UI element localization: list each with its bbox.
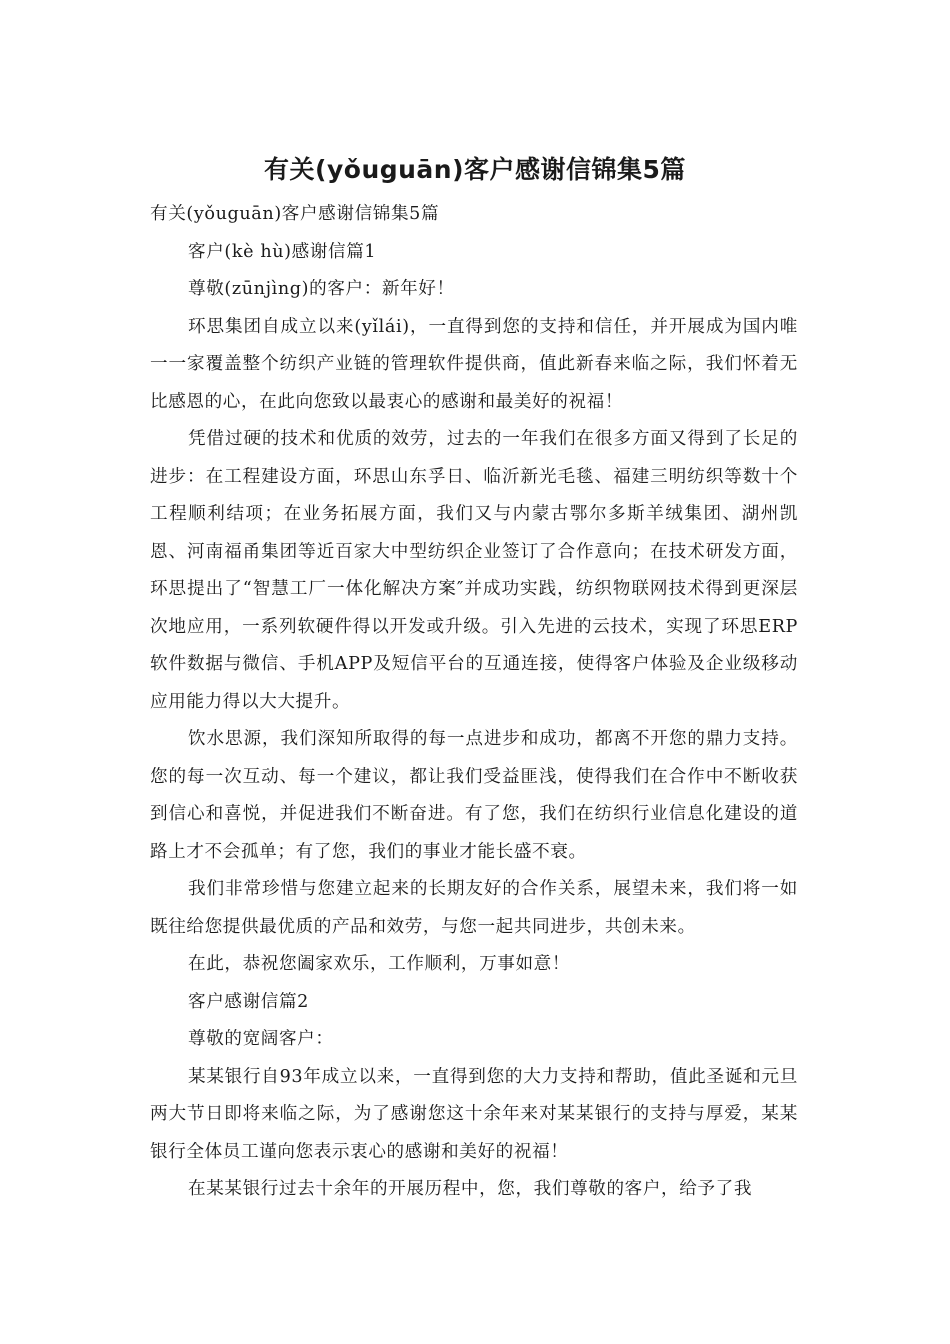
salutation: 尊敬(zūnjìng)的客户：新年好！ (188, 279, 455, 299)
paragraph: 环思集团自成立以来(yǐlái)，一直得到您的支持和信任，并开展成为国内唯一一家覆盖整个纺织产业链的管理软件提供商，值此新春来临之际，我们怀着无比感恩的心，在此向您致以最衷心的感谢和最美好的祝福！ (150, 316, 798, 412)
document-body (150, 196, 798, 1209)
salutation: 尊敬的宽阔客户： (188, 1029, 334, 1049)
closing-line: 在此，恭祝您阖家欢乐，工作顺利，万事如意！ (188, 954, 571, 974)
paragraph: 凭借过硬的技术和优质的效劳，过去的一年我们在很多方面又得到了长足的进步：在工程建设方面，环思山东孚日、临沂新光毛毯、福建三明纺织等数十个工程顺利结项；在业务拓展方面，我们又与内蒙古鄂尔多斯羊绒集团、湖州凯恩、河南福甬集团等近百家大中型纺织企业签订了合作意向；在技术研发方面，环思提出了“智慧工厂一体化解决方案″并成功实践，纺织物联网技术得到更深层次地应用，一系列软硬件得以开发或升级。引入先进的云技术，实现了环思ERP软件数据与微信、手机APP及短信平台的互通连接，使得客户体验及企业级移动应用能力得以大大提升。 (150, 429, 798, 712)
section-heading: 客户(kè hù)感谢信篇1 (188, 241, 377, 262)
subtitle-line: 有关(yǒuguān)客户感谢信锦集5篇 (150, 204, 440, 224)
paragraph: 饮水思源，我们深知所取得的每一点进步和成功，都离不开您的鼎力支持。您的每一次互动、每一个建议，都让我们受益匪浅，使得我们在合作中不断收获到信心和喜悦，并促进我们不断奋进。有了您，我们在纺织行业信息化建设的道路上才不会孤单；有了您，我们的事业才能长盛不衰。 (150, 729, 798, 862)
paragraph: 某某银行自93年成立以来，一直得到您的大力支持和帮助，值此圣诞和元旦两大节日即将来临之际，为了感谢您这十余年来对某某银行的支持与厚爱，某某银行全体员工谨向您表示衷心的感谢和美好的祝福！ (150, 1066, 798, 1162)
document-title: 有关(yǒuguān)客户感谢信锦集5篇 (264, 155, 686, 184)
paragraph: 我们非常珍惜与您建立起来的长期友好的合作关系，展望未来，我们将一如既往给您提供最优质的产品和效劳，与您一起共同进步，共创未来。 (150, 879, 798, 937)
paragraph: 在某某银行过去十余年的开展历程中，您，我们尊敬的客户，给予了我 (188, 1179, 753, 1199)
section-heading: 客户感谢信篇2 (188, 991, 309, 1012)
